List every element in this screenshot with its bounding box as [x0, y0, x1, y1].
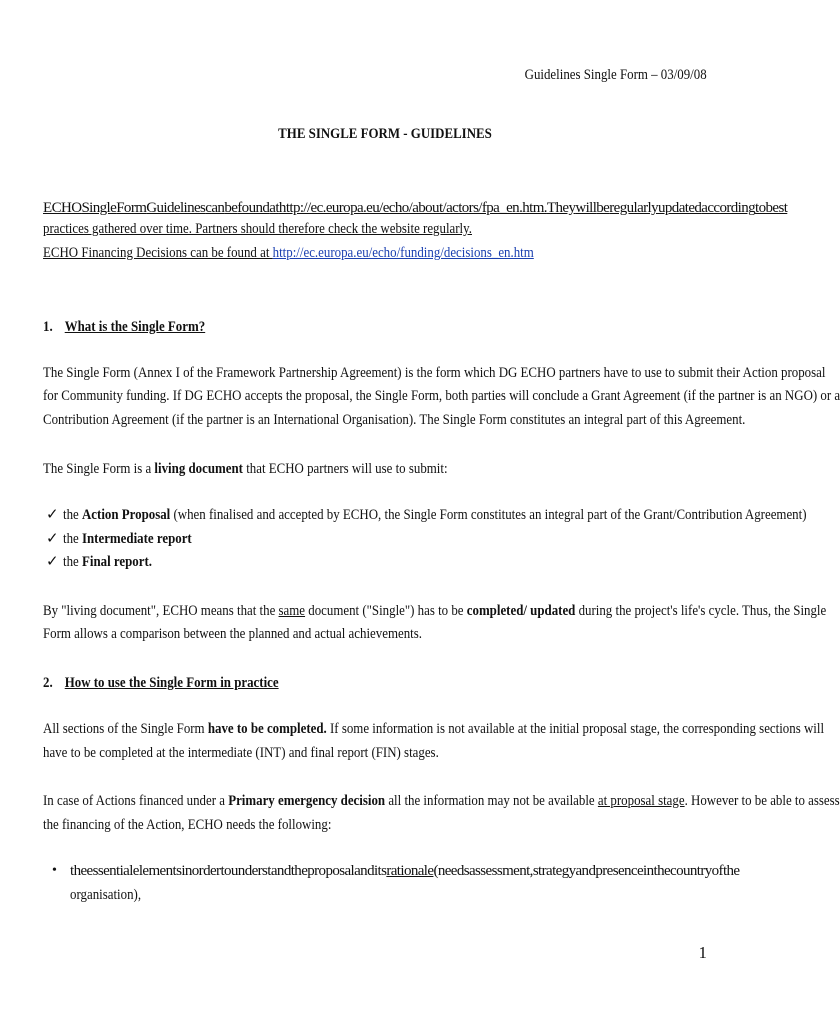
section-1-para-2	[43, 459, 448, 479]
living-document-term: living document	[154, 461, 243, 477]
word: the	[653, 863, 671, 879]
word: Single	[81, 200, 117, 216]
have-to-be-completed-term: have to be completed.	[207, 721, 327, 737]
word: to	[220, 863, 231, 879]
word: and	[354, 863, 374, 879]
bullet-item-line-2: organisation),	[70, 887, 142, 903]
s2-para-1-b: If some information is not available at the initial proposal stage, the corresponding sections will	[326, 721, 825, 737]
checkmark-icon: ✓	[46, 507, 59, 523]
bullet-icon: •	[52, 863, 57, 878]
same-term: same	[278, 603, 306, 619]
word: best	[765, 200, 788, 216]
section-1-title: What is the Single Form?	[64, 319, 206, 335]
word: ECHO	[43, 200, 82, 216]
word: assessment,	[469, 863, 533, 879]
completed-updated-term: completed/ updated	[466, 603, 576, 619]
section-1-para-3-line-2: Form allows a comparison between the planned and actual achievements.	[43, 626, 422, 642]
word: regularly	[609, 200, 658, 216]
para-2-prefix: The Single Form is a	[43, 461, 155, 477]
word: updated	[658, 200, 702, 216]
word: (needs	[433, 863, 469, 879]
word: the	[290, 863, 308, 879]
word: the	[722, 863, 740, 879]
word: country	[670, 863, 712, 879]
checklist-item	[63, 505, 807, 525]
intro-line-3	[43, 243, 534, 263]
word: the	[70, 863, 87, 879]
word: its	[373, 863, 387, 879]
word: Guidelines	[146, 200, 206, 216]
word: of	[711, 863, 723, 879]
page-number: 1	[698, 943, 707, 962]
bullet-item-line-1	[70, 861, 740, 881]
s2-para-2-b: all the information may not be available	[385, 793, 598, 809]
checklist-prefix: the	[63, 507, 82, 523]
section-2-para-1-line-1	[43, 719, 824, 739]
intro-line-1	[43, 198, 788, 218]
checklist-term: Action Proposal	[81, 507, 171, 523]
checkmark-icon: ✓	[46, 554, 59, 570]
word: found	[237, 200, 270, 216]
para-3-c: during the project's life's cycle. Thus, the Single	[575, 603, 827, 619]
word: according	[701, 200, 756, 216]
section-1-heading	[43, 317, 205, 337]
word: be	[596, 200, 610, 216]
word: http://ec.europa.eu/echo/about/actors/fpa_en.htm.	[278, 200, 547, 216]
para-3-b: document ("Single") has to be	[305, 603, 467, 619]
checklist-term: Intermediate report	[81, 531, 192, 547]
intro-line-3-prefix: ECHO Financing Decisions can be found at	[43, 245, 273, 261]
word: and	[575, 863, 596, 879]
word: presence	[595, 863, 644, 879]
s2-para-1-a: All sections of the Single Form	[43, 721, 208, 737]
word: at	[269, 200, 279, 216]
section-2-heading	[43, 673, 279, 693]
word: can	[205, 200, 225, 216]
para-3-a: By "living document", ECHO means that the	[43, 603, 279, 619]
section-1-para-1-line-3: Contribution Agreement (if the partner is an International Organisation). The Single Form constitutes an integral part of this Agreement.	[43, 412, 746, 428]
section-2-number: 2.	[43, 675, 53, 691]
section-1-para-1-line-1: The Single Form (Annex I of the Framework Partnership Agreement) is the form which DG ECHO partners have to use to submit their Action proposal	[43, 365, 826, 381]
intro-line-2: practices gathered over time. Partners should therefore check the website regularly.	[43, 221, 472, 237]
s2-para-2-c: . However to be able to assess	[684, 793, 840, 809]
word: to	[755, 200, 766, 216]
section-2-para-2-line-1	[43, 791, 840, 811]
section-1-para-3-line-1	[43, 601, 826, 621]
section-1-para-1-line-2: for Community funding. If DG ECHO accepts the proposal, the Single Form, both parties will conclude a Grant Agreement (if the partner is an NGO) or a	[43, 388, 840, 404]
at-proposal-stage-term: at proposal stage	[597, 793, 685, 809]
word: rationale	[386, 863, 434, 879]
checkmark-icon: ✓	[46, 531, 59, 547]
word: in	[643, 863, 654, 879]
word: They	[546, 200, 576, 216]
section-2-para-2-line-2: the financing of the Action, ECHO needs the following:	[43, 817, 332, 833]
word: will	[575, 200, 597, 216]
word: strategy	[532, 863, 576, 879]
checklist-prefix: the	[63, 531, 82, 547]
word: order	[191, 863, 221, 879]
section-1-number: 1.	[43, 319, 53, 335]
word: understand	[230, 863, 291, 879]
s2-para-2-a: In case of Actions financed under a	[43, 793, 229, 809]
decisions-link[interactable]: http://ec.europa.eu/echo/funding/decisions_en.htm	[272, 245, 534, 261]
word: be	[224, 200, 238, 216]
word: in	[181, 863, 192, 879]
primary-emergency-decision-term: Primary emergency decision	[228, 793, 386, 809]
checklist-item	[63, 529, 192, 549]
word: elements	[132, 863, 182, 879]
document-title: THE SINGLE FORM - GUIDELINES	[278, 126, 492, 142]
checklist-prefix: the	[63, 554, 82, 570]
section-2-para-1-line-2: have to be completed at the intermediate (INT) and final report (FIN) stages.	[43, 745, 439, 761]
word: essential	[86, 863, 133, 879]
checklist-item	[63, 552, 152, 572]
checklist-suffix: (when finalised and accepted by ECHO, the Single Form constitutes an integral part of the Grant/Contribution Agreement)	[170, 507, 807, 523]
checklist-term: Final report.	[81, 554, 152, 570]
word: Form	[116, 200, 147, 216]
section-2-title: How to use the Single Form in practice	[64, 675, 279, 691]
running-header: Guidelines Single Form – 03/09/08	[524, 67, 707, 83]
para-2-suffix: that ECHO partners will use to submit:	[242, 461, 448, 477]
word: proposal	[307, 863, 355, 879]
